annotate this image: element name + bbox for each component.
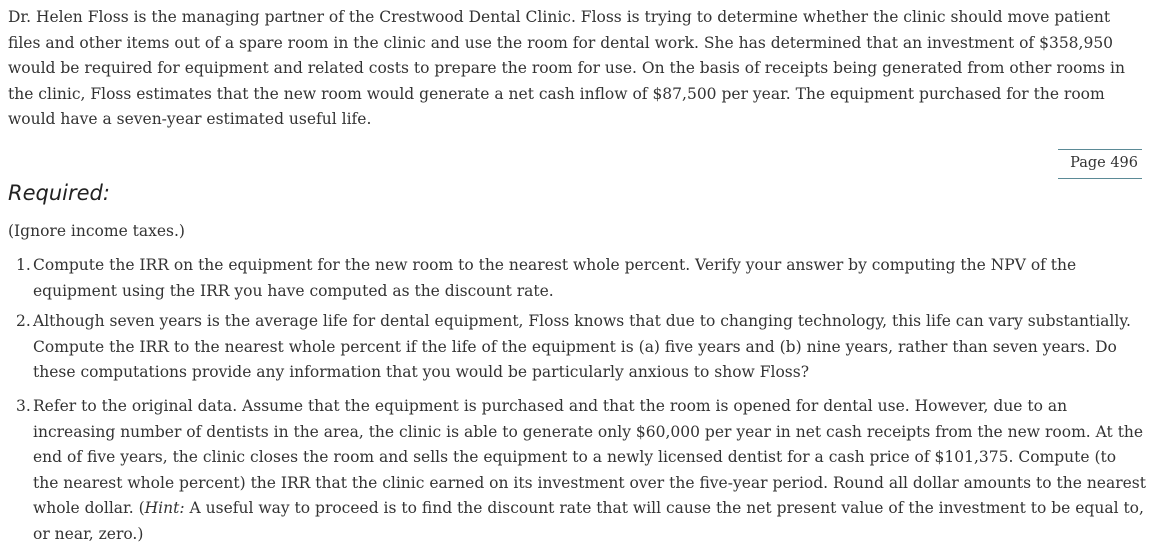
requirement-item-3 (8, 394, 1146, 548)
hint-label: Hint: (144, 499, 185, 518)
requirement-item-2 (8, 309, 1146, 386)
requirement-text (33, 394, 1146, 548)
requirement-number: 2. (16, 312, 31, 330)
requirement-text: Compute the IRR on the equipment for the new room to the nearest whole percent. Verify your answer by computing the NPV of the equipment using the IRR you have computed as the discount rate. (33, 256, 1077, 300)
requirement-item-1 (8, 253, 1146, 304)
requirement-number: 1. (16, 256, 31, 274)
hint-text: A useful way to proceed is to find the discount rate that will cause the net present value of the investment to be equal to, or near, zero.) (33, 499, 1144, 543)
ignore-taxes-note: (Ignore income taxes.) (8, 222, 185, 240)
problem-intro-paragraph: Dr. Helen Floss is the managing partner of the Crestwood Dental Clinic. Floss is trying to determine whether the clinic should move patient files and other items out of a spare room in the clinic and use the room for dental work. She has determined that an investment of $358,950 would be required for equipment and related costs to prepare the room for use. On the basis of receipts being generated from other rooms in the clinic, Floss estimates that the new room would generate a net cash inflow of $87,500 per year. The equipment purchased for the room would have a seven-year estimated useful life. (8, 8, 1125, 129)
required-heading: Required: (8, 181, 110, 205)
requirement-number: 3. (16, 397, 31, 415)
requirement-text: Although seven years is the average life for dental equipment, Floss knows that due to changing technology, this life can vary substantially. Compute the IRR to the nearest whole percent if the life of the equipment is (a) five years and (b) nine years, rather than seven years. Do these computations provide any information that you would be particularly anxious to show Floss? (33, 312, 1131, 382)
page-number-marker: Page 496 (1058, 149, 1142, 179)
requirement-text-main: Refer to the original data. Assume that the equipment is purchased and that the room is opened for dental use. However, due to an increasing number of dentists in the area, the clinic is able to generate only $60,000 per year in net cash receipts from the new room. At the end of five years, the clinic closes the room and sells the equipment to a newly licensed dentist for a cash price of $101,375. Compute (to the nearest whole percent) the IRR that the clinic earned on its investment over the five-year period. Round all dollar amounts to the nearest whole dollar. ( (33, 397, 1146, 518)
